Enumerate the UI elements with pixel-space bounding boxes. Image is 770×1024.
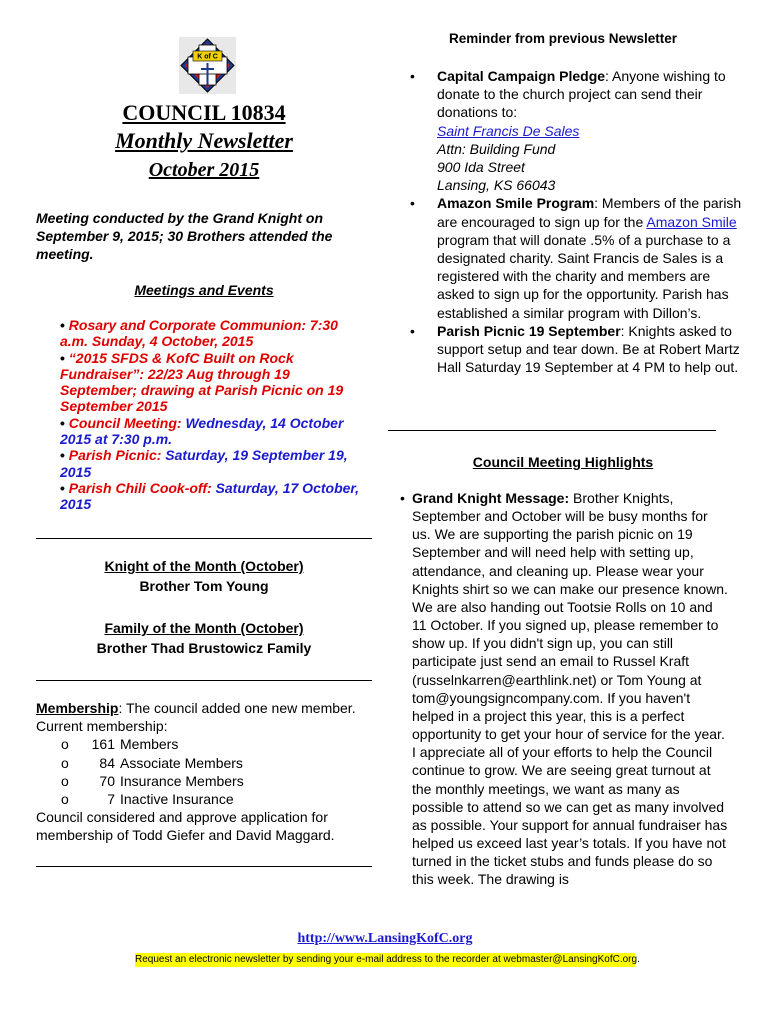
bullet-icon: •	[60, 447, 65, 464]
event-item: • Parish Picnic: Saturday, 19 September 19, 2015	[60, 447, 348, 480]
divider	[388, 430, 716, 431]
membership-section: Membership: The council added one new member. Current membership: o 161 Members o 84 Associate Members o 70 Insurance Members o 7 Inactive Insurance Council considered and approve application for membership of Todd Giefer and David Maggard.	[36, 699, 372, 845]
bullet-icon: •	[410, 322, 415, 339]
list-item: o 161 Members	[61, 736, 179, 753]
website-link[interactable]: http://www.LansingKofC.org	[297, 931, 473, 946]
membership-outro: Council considered and approve application for membership of Todd Giefer and David Maggard.	[36, 809, 335, 844]
footer-note: Request an electronic newsletter by sending your e-mail address to the recorder at webmaster@LansingKofC.org.	[135, 954, 640, 965]
membership-list	[36, 735, 372, 808]
bullet-icon: •	[410, 68, 415, 84]
kofc-emblem-logo	[179, 37, 236, 94]
event-item: • Parish Chili Cook-off: Saturday, 17 October, 2015	[60, 479, 359, 513]
list-item: • Amazon Smile Program: Members of the parish are encouraged to sign up for the Amazon Smile program that will donate .5% of a purchase to a designated charity. Saint Francis de Sales is a registered with the charity and members are asked to sign up for the opportunity. Parish has established a similar program with Dillon’s.	[410, 195, 742, 321]
knight-of-month	[36, 556, 372, 596]
divider	[36, 680, 372, 681]
divider	[36, 866, 372, 867]
knight-of-month-heading: Knight of the Month (October)	[104, 558, 304, 574]
newsletter-title: Monthly Newsletter	[115, 128, 293, 153]
council-title: COUNCIL 10834	[122, 100, 286, 125]
bullet-icon: •	[60, 349, 65, 366]
parish-link[interactable]: Saint Francis De Sales	[437, 122, 580, 139]
list-item: • Capital Campaign Pledge: Anyone wishing to donate to the church project can send their donations to: Saint Francis De Sales Attn: Building Fund 900 Ida Street Lansing, KS 66043	[410, 67, 750, 194]
event-item: • Rosary and Corporate Communion: 7:30 a.m. Sunday, 4 October, 2015	[60, 317, 338, 350]
list-item: o 7 Inactive Insurance	[61, 791, 234, 808]
events-heading: Meetings and Events	[134, 282, 274, 298]
bullet-icon: •	[400, 490, 405, 506]
highlights-heading: Council Meeting Highlights	[472, 454, 654, 470]
knight-of-month-name: Brother Tom Young	[139, 578, 269, 594]
family-of-month-heading: Family of the Month (October)	[104, 620, 304, 636]
bullet-icon: •	[410, 195, 415, 212]
amazon-smile-link[interactable]: Amazon Smile	[646, 213, 737, 230]
reminder-list	[410, 67, 750, 376]
bullet-icon: •	[60, 479, 65, 496]
events-list	[60, 317, 360, 513]
list-item: o 84 Associate Members	[61, 754, 243, 771]
list-item: • Parish Picnic 19 September: Knights asked to support setup and tear down. Be at Robert Martz Hall Saturday 19 September at 4 PM to help out.	[410, 322, 740, 376]
bullet-icon: •	[60, 317, 65, 333]
event-item: • “2015 SFDS & KofC Built on Rock Fundraiser”: 22/23 Aug through 19 September; drawing at Parish Picnic on 19 September 2015	[60, 349, 344, 415]
event-item: • Council Meeting: Wednesday, 14 October 2015 at 7:30 p.m.	[60, 414, 344, 448]
bullet-icon: •	[60, 414, 65, 431]
svg-text:K of C: K of C	[197, 53, 218, 61]
divider	[36, 538, 372, 539]
meeting-note: Meeting conducted by the Grand Knight on September 9, 2015; 30 Brothers attended the meeting.	[36, 210, 333, 262]
issue-date: October 2015	[148, 159, 260, 181]
reminder-heading: Reminder from previous Newsletter	[448, 31, 678, 46]
list-item: o 70 Insurance Members	[61, 772, 244, 789]
grand-knight-message: • Grand Knight Message: Brother Knights, September and October will be busy months for us. We are supporting the parish picnic on 19 September and will need help with setting up, attendance, and cleaning up. Please wear your Knights shirt so we can make our presence known. We are also handing out Tootsie Rolls on 10 and 11 October. If you signed up, please remember to show up. If you didn't sign up, you can still participate just send an email to Russel Kraft (russelnkarren@earthlink.net) or Tom Young at tom@youngsigncompany.com. If you haven't helped in a project this year, this is a perfect opportunity to get your hour of service for the year. I appreciate all of your efforts to help the Council continue to grow. We are seeing great turnout at the monthly meetings, we want as many as possible to attend so we can get as many involved as possible. Your support for annual fundraiser has helped us exceed last year’s totals. If you have not turned in the ticket stubs and funds please do so this week. The drawing is	[400, 490, 728, 888]
membership-label: Membership	[36, 700, 119, 716]
family-of-month-name: Brother Thad Brustowicz Family	[96, 640, 312, 656]
family-of-month	[36, 618, 372, 658]
